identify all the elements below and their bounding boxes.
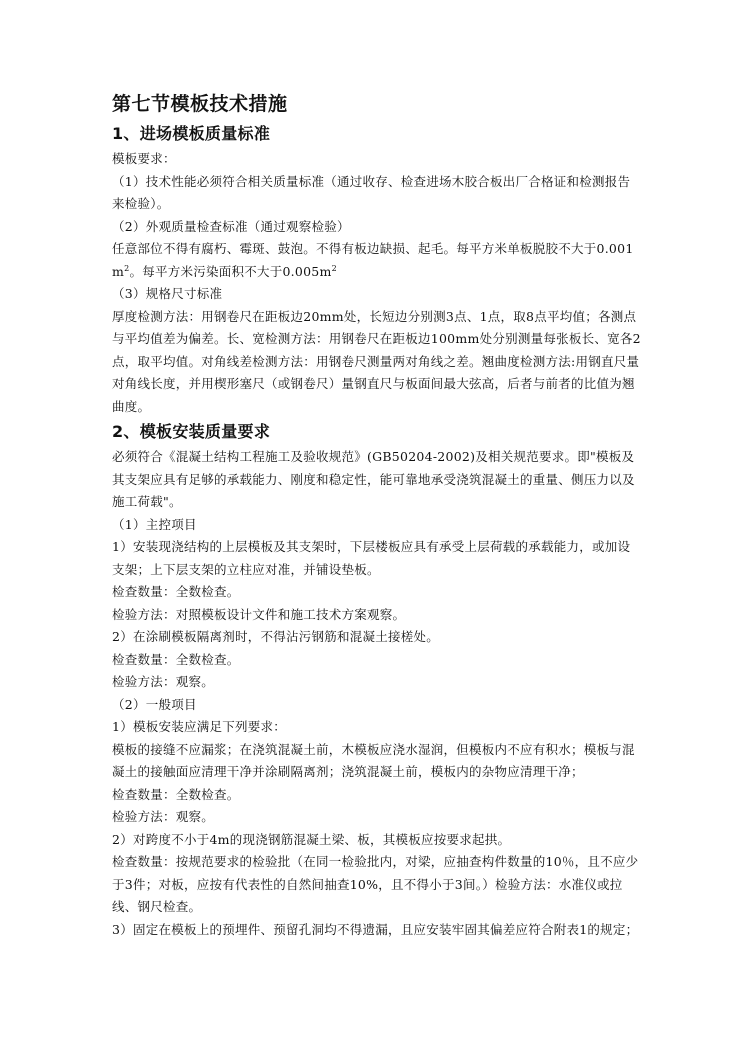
document-body <box>112 90 642 941</box>
paragraph-upper-formwork: 1）安装现浇结构的上层模板及其支架时，下层楼板应具有承受上层荷载的承载能力，或加设支架；上下层支架的立柱应对准，并铺设垫板。 <box>112 539 631 577</box>
paragraph-general-items: （2）一般项目 <box>112 696 197 712</box>
section-title: 第七节模板技术措施 <box>112 93 288 115</box>
appearance-detail-text: 任意部位不得有腐朽、霉斑、鼓泡。不得有板边缺损、起毛。每平方米单板脱胶不大于$0.001m^2$。每平方米污染面积不大于$0.005m^2$ <box>112 241 634 279</box>
paragraph-camber: 2）对跨度不小于4m的现浇钢筋混凝土梁、板，其模板应按要求起拱。 <box>112 831 511 847</box>
paragraph-joints: 模板的接缝不应漏浆；在浇筑混凝土前，木模板应浇水湿润，但模板内不应有积水；模板与混凝土的接触面应清理干净并涂刷隔离剂；浇筑混凝土前，模板内的杂物应清理干净； <box>112 741 635 779</box>
paragraph-size-standard: （3）规格尺寸标准 <box>112 286 223 301</box>
paragraph-technical-performance: （1）技术性能必须符合相关质量标准（通过收存、检查进场木胶合板出厂合格证和检测报告来检验）。 <box>112 173 631 211</box>
heading-entry-quality: 1、进场模板质量标准 <box>112 124 271 143</box>
paragraph-check-method-2: 检验方法：观察。 <box>112 674 215 689</box>
paragraph-check-method-1: 检验方法：对照模板设计文件和施工技术方案观察。 <box>112 606 406 622</box>
paragraph-main-control: （1）主控项目 <box>112 516 197 532</box>
paragraph-embedded-parts: 3）固定在模板上的预埋件、预留孔洞均不得遗漏，且应安装牢固其偏差应符合附表1的规定； <box>112 921 639 937</box>
paragraph-release-agent: 2）在涂刷模板隔离剂时，不得沾污钢筋和混凝土接槎处。 <box>112 629 439 644</box>
paragraph-appearance-detail <box>112 238 642 283</box>
paragraph-compliance: 必须符合《混凝土结构工程施工及验收规范》(GB50204-2002)及相关规范要求。即"模板及其支架应具有足够的承载能力、刚度和稳定性，能可靠地承受浇筑混凝土的重量、侧压力以及施工荷载"。 <box>112 449 635 509</box>
paragraph-check-quantity-1: 检查数量：全数检查。 <box>112 584 240 599</box>
paragraph-check-method-3: 检验方法：观察。 <box>112 809 215 824</box>
heading-installation-quality: 2、模板安装质量要求 <box>112 422 271 441</box>
superscript-2: 2 <box>124 263 130 273</box>
paragraph-inspection-lot: 检查数量：按规范要求的检验批（在同一检验批内，对梁，应抽查构件数量的10％，且不应少于3件；对板，应按有代表性的自然间抽查10%，且不得小于3间。）检验方法：水准仪或拉线、钢尺检查。 <box>112 854 639 914</box>
paragraph-appearance-standard: （2）外观质量检查标准（通过观察检验） <box>112 218 350 234</box>
paragraph-size-methods: 厚度检测方法：用钢卷尺在距板边20mm处，长短边分别测3点、1点，取8点平均值；各测点与平均值差为偏差。长、宽检测方法：用钢卷尺在距板边100mm处分别测量每张板长、宽各2点，取平均值。对角线差检测方法：用钢卷尺测量两对角线之差。翘曲度检测方法:用钢直尺量对角线长度，并用楔形塞尺（或钢卷尺）量钢直尺与板面间最大弦高，后者与前者的比值为翘曲度。 <box>112 308 641 414</box>
superscript-2: 2 <box>331 263 337 273</box>
paragraph-install-requirements: 1）模板安装应满足下列要求： <box>112 719 286 734</box>
paragraph-template-requirements: 模板要求： <box>112 151 176 166</box>
paragraph-check-quantity-2: 检查数量：全数检查。 <box>112 651 240 667</box>
paragraph-check-quantity-3: 检查数量：全数检查。 <box>112 786 240 802</box>
